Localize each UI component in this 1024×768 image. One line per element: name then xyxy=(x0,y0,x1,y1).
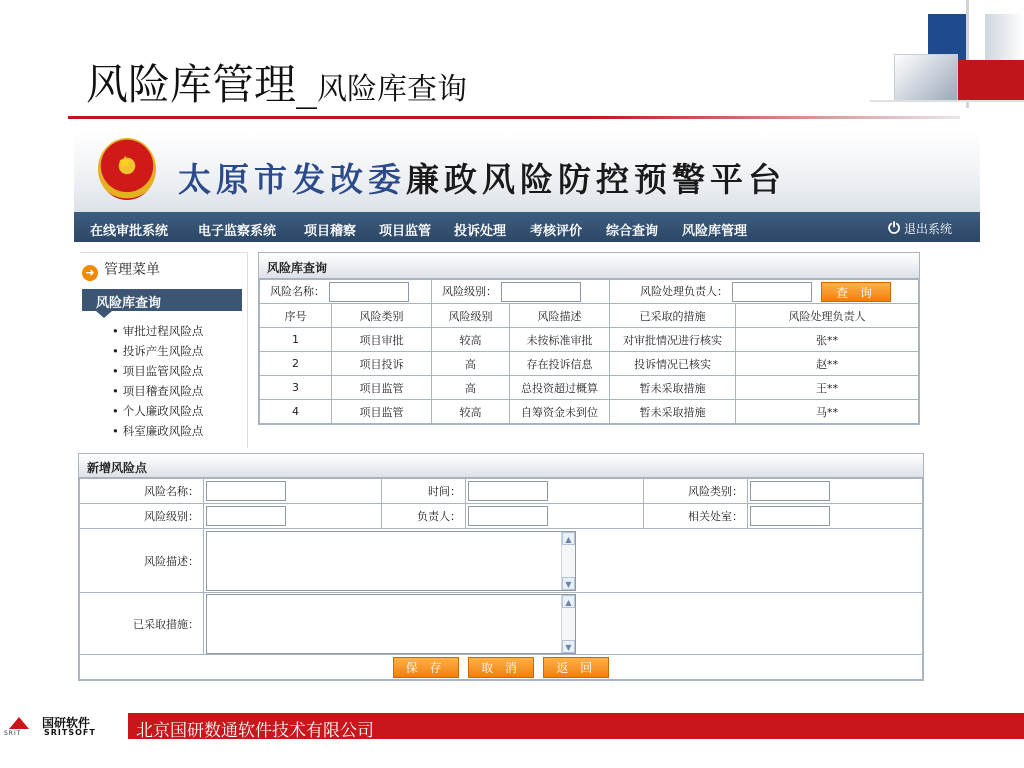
deco-block xyxy=(985,14,1024,60)
sidebar-item-audit-risk[interactable]: • 项目稽查风险点 xyxy=(112,383,203,403)
sidebar-header xyxy=(82,259,246,279)
column-header: 已采取的措施 xyxy=(610,304,736,328)
scroll-down-icon[interactable]: ▼ xyxy=(562,577,575,590)
table-cell: 2 xyxy=(260,352,332,376)
nav-item-general-query[interactable]: 综合查询 xyxy=(606,224,659,239)
table-row[interactable] xyxy=(260,376,919,400)
back-button[interactable]: 返 回 xyxy=(543,657,609,678)
sidebar-list xyxy=(112,323,203,443)
sidebar-item-monitor-risk[interactable]: • 项目监管风险点 xyxy=(112,363,203,383)
table-cell: 王** xyxy=(736,376,919,400)
table-cell: 项目审批 xyxy=(332,328,432,352)
slide-title-main: 风险库管理_ xyxy=(86,60,318,109)
sidebar-item-complaint-risk[interactable]: • 投诉产生风险点 xyxy=(112,343,203,363)
add-category-input[interactable] xyxy=(750,481,830,501)
table-cell: 1 xyxy=(260,328,332,352)
app-banner xyxy=(74,130,980,212)
table-cell: 投诉情况已核实 xyxy=(610,352,736,376)
nav-item-e-supervision[interactable]: 电子监察系统 xyxy=(198,224,277,239)
column-header: 风险类别 xyxy=(332,304,432,328)
platform-title-name: 廉政风险防控预警平台 xyxy=(406,160,786,199)
table-cell: 自筹资金未到位 xyxy=(510,400,610,424)
table-cell: 马** xyxy=(736,400,919,424)
column-header: 序号 xyxy=(260,304,332,328)
scrollbar[interactable] xyxy=(561,532,575,590)
add-risk-form xyxy=(79,478,923,680)
table-header-row xyxy=(260,304,919,328)
add-category-label: 风险类别： xyxy=(644,479,748,504)
risk-level-label: 风险级别： xyxy=(442,284,497,298)
cancel-button[interactable]: 取 消 xyxy=(468,657,534,678)
add-owner-label: 负责人： xyxy=(382,504,466,529)
table-cell: 暂未采取措施 xyxy=(610,376,736,400)
table-cell: 存在投诉信息 xyxy=(510,352,610,376)
table-cell: 项目监管 xyxy=(332,376,432,400)
scrollbar[interactable] xyxy=(561,595,575,653)
platform-title-org: 太原市发改委 xyxy=(178,160,406,199)
scroll-down-icon[interactable]: ▼ xyxy=(562,640,575,653)
logo-cn: 国研软件 xyxy=(42,716,91,730)
title-divider-fade xyxy=(590,116,960,119)
table-cell: 3 xyxy=(260,376,332,400)
form-row xyxy=(80,504,923,529)
table-cell: 高 xyxy=(432,352,510,376)
risk-description-textarea[interactable] xyxy=(206,531,576,591)
table-cell: 较高 xyxy=(432,328,510,352)
form-row xyxy=(80,479,923,504)
nav-item-project-monitor[interactable]: 项目监管 xyxy=(379,224,432,239)
table-cell: 对审批情况进行核实 xyxy=(610,328,736,352)
sidebar xyxy=(80,252,248,448)
risk-owner-input[interactable] xyxy=(732,282,812,302)
add-measures-label: 已采取措施： xyxy=(80,593,204,655)
panel-title: 新增风险点 xyxy=(79,454,923,478)
add-risk-panel xyxy=(78,453,924,681)
search-button[interactable]: 查 询 xyxy=(821,282,891,302)
save-button[interactable]: 保 存 xyxy=(393,657,459,678)
risk-owner-label: 风险处理负责人： xyxy=(640,284,728,298)
platform-title xyxy=(178,154,786,201)
risk-name-input[interactable] xyxy=(329,282,409,302)
deco-block-gray xyxy=(894,54,958,102)
nav-item-evaluation[interactable]: 考核评价 xyxy=(530,224,583,239)
table-cell: 未按标准审批 xyxy=(510,328,610,352)
risk-name-label: 风险名称： xyxy=(270,284,325,298)
sidebar-item-approval-risk[interactable]: • 审批过程风险点 xyxy=(112,323,203,343)
table-row[interactable] xyxy=(260,328,919,352)
add-level-input[interactable] xyxy=(206,506,286,526)
arrow-right-icon: ➜ xyxy=(82,265,98,281)
table-cell: 较高 xyxy=(432,400,510,424)
company-logo xyxy=(4,713,122,739)
table-cell: 总投资超过概算 xyxy=(510,376,610,400)
slide-title xyxy=(86,52,467,112)
add-level-label: 风险级别： xyxy=(80,504,204,529)
add-time-label: 时间： xyxy=(382,479,466,504)
query-filter-row xyxy=(260,280,919,304)
form-button-row xyxy=(80,655,923,680)
nav-item-risk-library[interactable]: 风险库管理 xyxy=(682,224,748,239)
logout-label: 退出系统 xyxy=(903,222,952,236)
table-cell: 项目监管 xyxy=(332,400,432,424)
sidebar-item-personal-risk[interactable]: • 个人廉政风险点 xyxy=(112,403,203,423)
table-cell: 项目投诉 xyxy=(332,352,432,376)
scroll-up-icon[interactable]: ▲ xyxy=(562,595,575,608)
column-header: 风险级别 xyxy=(432,304,510,328)
add-name-label: 风险名称： xyxy=(80,479,204,504)
table-row[interactable] xyxy=(260,352,919,376)
risk-query-panel xyxy=(258,252,920,425)
table-cell: 张** xyxy=(736,328,919,352)
scroll-up-icon[interactable]: ▲ xyxy=(562,532,575,545)
sidebar-item-dept-risk[interactable]: • 科室廉政风险点 xyxy=(112,423,203,443)
add-dept-label: 相关处室： xyxy=(644,504,748,529)
table-cell: 暂未采取措施 xyxy=(610,400,736,424)
form-row xyxy=(80,593,923,655)
srit-logo-icon xyxy=(4,717,34,737)
sidebar-item-risk-query[interactable]: 风险库查询 xyxy=(82,289,242,311)
footer-bar xyxy=(128,713,1024,739)
risk-level-input[interactable] xyxy=(501,282,581,302)
national-emblem-icon: ★ xyxy=(98,138,156,200)
nav-item-complaints[interactable]: 投诉处理 xyxy=(454,224,507,239)
slide-title-sub: 风险库查询 xyxy=(317,72,468,107)
form-row xyxy=(80,529,923,593)
table-row[interactable] xyxy=(260,400,919,424)
table-cell: 高 xyxy=(432,376,510,400)
query-table xyxy=(259,279,919,424)
measures-textarea[interactable] xyxy=(206,594,576,654)
add-dept-input[interactable] xyxy=(750,506,830,526)
column-header: 风险处理负责人 xyxy=(736,304,919,328)
panel-title: 风险库查询 xyxy=(259,253,919,279)
table-cell: 4 xyxy=(260,400,332,424)
add-name-input[interactable] xyxy=(206,481,286,501)
nav-item-project-audit[interactable]: 项目稽察 xyxy=(304,224,357,239)
add-desc-label: 风险描述： xyxy=(80,529,204,593)
logo-en: SRITSOFT xyxy=(44,728,96,737)
company-name: 北京国研数通软件技术有限公司 xyxy=(136,721,374,741)
app-screenshot xyxy=(74,130,980,686)
table-cell: 赵** xyxy=(736,352,919,376)
power-icon: ⏻ xyxy=(888,219,900,237)
deco-line xyxy=(870,100,1024,102)
nav-item-online-approval[interactable]: 在线审批系统 xyxy=(90,224,169,239)
sidebar-header-label: 管理菜单 xyxy=(104,262,160,278)
add-time-input[interactable] xyxy=(468,481,548,501)
add-owner-input[interactable] xyxy=(468,506,548,526)
top-nav xyxy=(74,212,980,242)
logout-button[interactable] xyxy=(888,219,952,237)
deco-block-red xyxy=(958,60,1024,100)
column-header: 风险描述 xyxy=(510,304,610,328)
